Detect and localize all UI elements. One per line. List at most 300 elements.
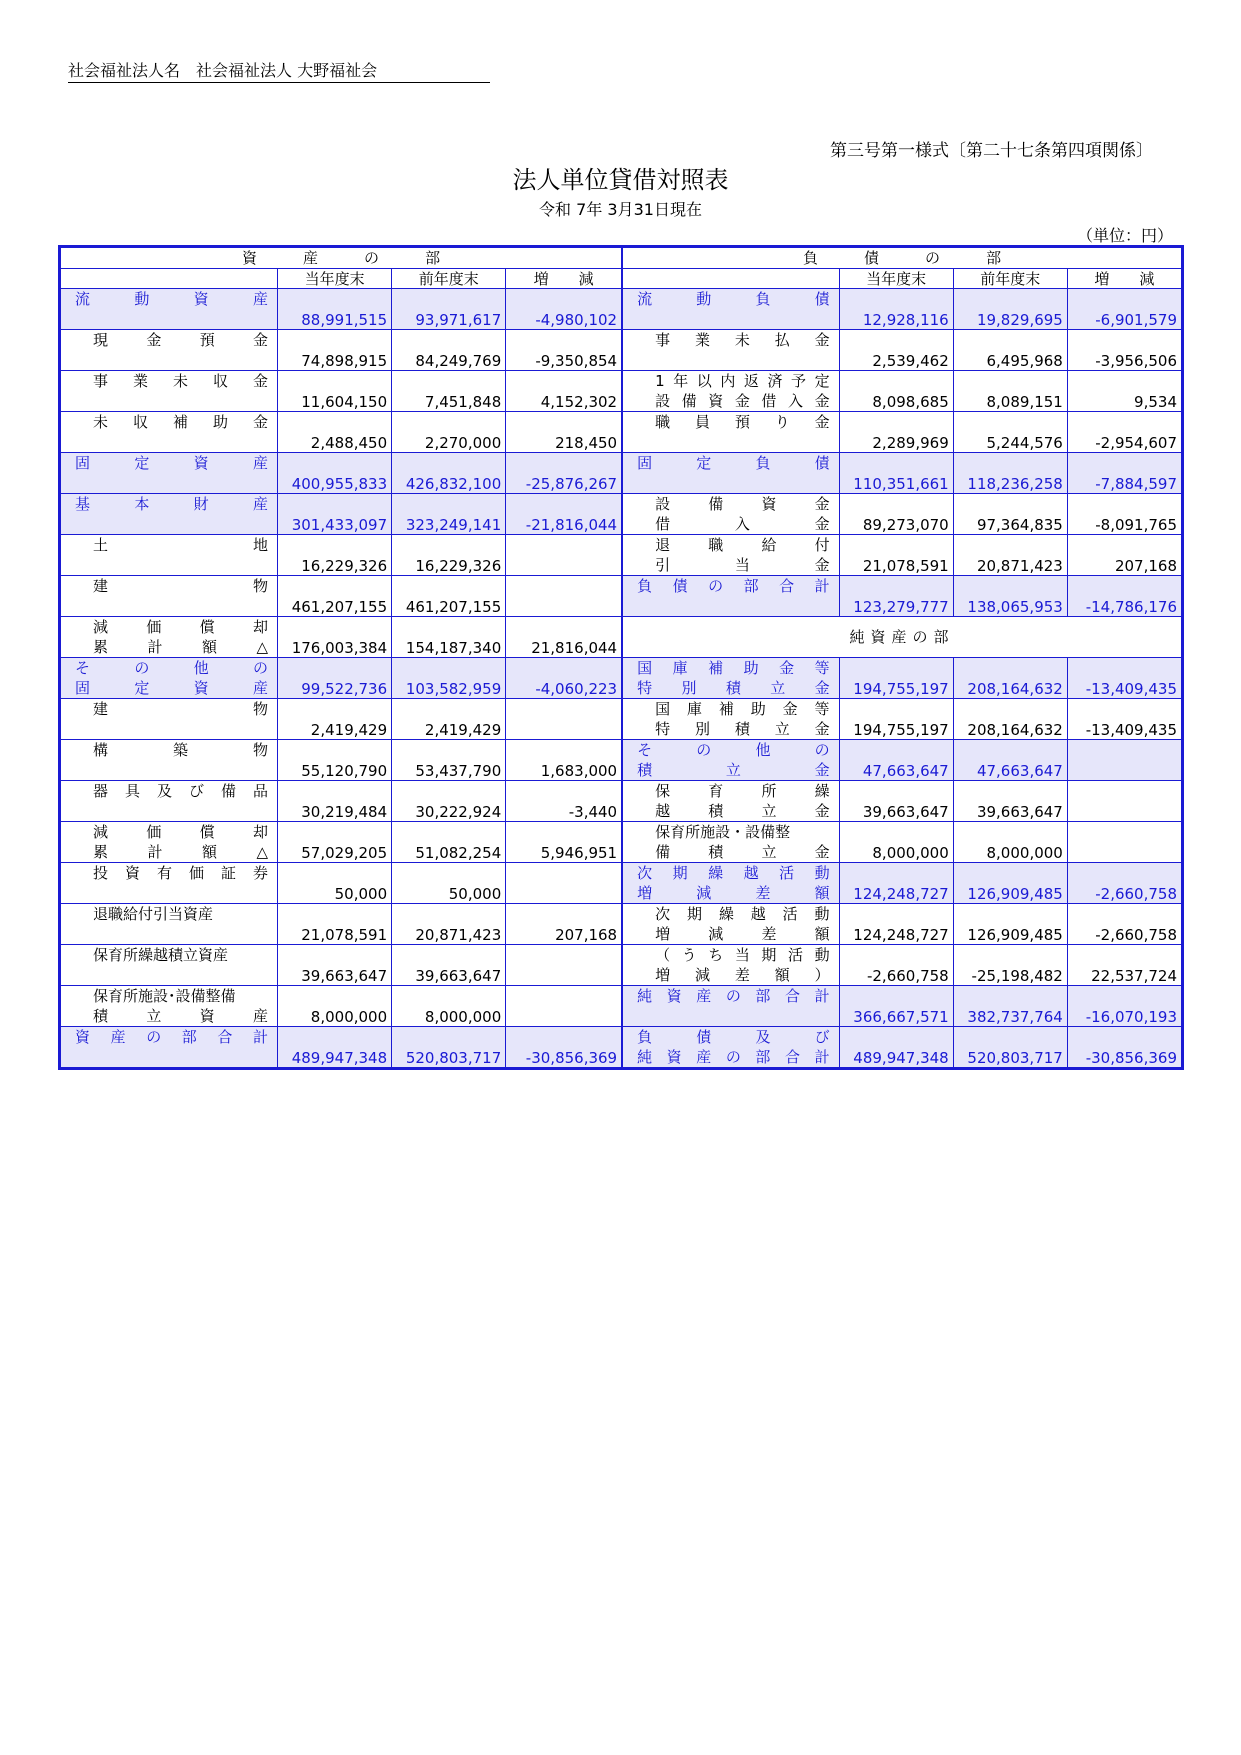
liability-previous-value: 97,364,835 <box>953 494 1067 535</box>
liability-item-label <box>622 453 839 494</box>
label-char: 活 <box>782 905 798 923</box>
liability-label-line <box>623 371 839 391</box>
label-char: 債 <box>672 577 688 595</box>
label-char: 却 <box>252 618 268 636</box>
asset-change-value: -3,440 <box>506 781 622 822</box>
label-char: 券 <box>253 864 269 882</box>
asset-item-label <box>61 494 278 535</box>
label-char: 債 <box>814 290 830 308</box>
label-char: 却 <box>252 823 268 841</box>
asset-label-box <box>61 740 277 780</box>
asset-current-value: 8,000,000 <box>278 986 392 1027</box>
balance-sheet-table <box>60 247 1182 1068</box>
label-char: 物 <box>253 700 269 718</box>
asset-label-line <box>61 986 277 1006</box>
label-char: 他 <box>755 741 771 759</box>
label-char: 越 <box>750 905 766 923</box>
label-char: 入 <box>787 392 803 410</box>
label-char: ち <box>708 946 724 964</box>
table-row <box>61 289 1182 330</box>
asset-change-value: -4,980,102 <box>506 289 622 330</box>
asset-label-line <box>61 289 277 309</box>
label-char: 差 <box>755 884 771 902</box>
asset-item-label <box>61 1027 278 1068</box>
asset-change-value: -9,350,854 <box>506 330 622 371</box>
table-row <box>61 1027 1182 1068</box>
asset-item-label <box>61 535 278 576</box>
liability-label-box <box>623 412 839 452</box>
asset-current-value: 30,219,484 <box>278 781 392 822</box>
liability-previous-value: 5,244,576 <box>953 412 1067 453</box>
liability-current-value: 2,289,969 <box>839 412 953 453</box>
asset-current-value: 11,604,150 <box>278 371 392 412</box>
label-char: 金 <box>253 413 269 431</box>
liability-label-box <box>623 986 839 1026</box>
asset-label-box <box>61 658 277 698</box>
label-char: び <box>814 1028 830 1046</box>
label-char: 産 <box>696 987 712 1005</box>
asset-change-value <box>506 863 622 904</box>
asset-current-value: 50,000 <box>278 863 392 904</box>
asset-label-box <box>61 904 277 944</box>
liability-change-value: 22,537,724 <box>1067 945 1181 986</box>
label-char: 期 <box>672 864 688 882</box>
label-char: 減 <box>93 823 109 841</box>
label-char: 資 <box>75 1028 91 1046</box>
label-char: 別 <box>681 679 697 697</box>
liability-label-box <box>623 535 839 575</box>
asset-previous-value: 8,000,000 <box>392 986 506 1027</box>
asset-item-label <box>61 576 278 617</box>
label-char: 物 <box>253 741 269 759</box>
label-char: 金 <box>814 679 830 697</box>
liability-label-line <box>623 719 839 739</box>
label-char: 資 <box>193 679 209 697</box>
liability-previous-value: 208,164,632 <box>953 658 1067 699</box>
label-char: 固 <box>637 454 653 472</box>
asset-item-label <box>61 699 278 740</box>
label-char: 済 <box>767 372 783 390</box>
liability-label-line <box>623 494 839 514</box>
asset-previous-value: 50,000 <box>392 863 506 904</box>
liability-change-value: -13,409,435 <box>1067 699 1181 740</box>
label-char: 職 <box>655 413 671 431</box>
asset-previous-value: 323,249,141 <box>392 494 506 535</box>
liability-item-label <box>622 658 839 699</box>
label-char: 収 <box>213 372 229 390</box>
label-char: 保 <box>655 782 671 800</box>
liability-label-box <box>623 330 839 370</box>
asset-label-box <box>61 412 277 452</box>
label-char: 価 <box>146 823 162 841</box>
table-body <box>61 248 1182 1068</box>
asset-previous-value: 16,229,326 <box>392 535 506 576</box>
label-char: 引 <box>655 556 671 574</box>
label-char: 合 <box>784 987 800 1005</box>
label-char: 土 <box>93 536 109 554</box>
asset-item-label <box>61 371 278 412</box>
label-char: 品 <box>253 782 269 800</box>
label-char: 資 <box>125 864 141 882</box>
asset-previous-value: 2,270,000 <box>392 412 506 453</box>
asset-item-label <box>61 617 278 658</box>
document-date: 令和 7年 3月31日現在 <box>539 200 702 219</box>
asset-item-label <box>61 863 278 904</box>
asset-label-box <box>61 699 277 739</box>
asset-label-box <box>61 945 277 985</box>
liabilities-label-header <box>622 269 839 289</box>
label-char: 金 <box>782 700 798 718</box>
label-char: 積 <box>637 761 653 779</box>
label-char: 額 <box>774 966 790 984</box>
asset-label-line <box>61 740 277 760</box>
label-char: 産 <box>252 679 268 697</box>
liability-label-line <box>623 945 839 965</box>
label-char: 助 <box>743 659 759 677</box>
label-char: 計 <box>252 1028 268 1046</box>
liability-label-line <box>623 760 839 780</box>
corporation-name-field <box>68 58 490 83</box>
table-row <box>61 658 1182 699</box>
label-char: 資 <box>666 1048 682 1066</box>
label-char: 補 <box>718 700 734 718</box>
liability-previous-value: 520,803,717 <box>953 1027 1067 1068</box>
liability-previous-value: 208,164,632 <box>953 699 1067 740</box>
asset-label-box <box>61 863 277 903</box>
liability-label-line <box>623 781 839 801</box>
liability-previous-value: 118,236,258 <box>953 453 1067 494</box>
liability-item-label <box>622 986 839 1027</box>
label-char: 資 <box>193 454 209 472</box>
label-char: 固 <box>75 679 91 697</box>
asset-previous-value: 461,207,155 <box>392 576 506 617</box>
label-char: 額 <box>814 925 830 943</box>
asset-item-label <box>61 453 278 494</box>
label-char: 設 <box>655 495 671 513</box>
liability-item-label <box>622 289 839 330</box>
liability-label-box <box>623 863 839 903</box>
label-char: 給 <box>761 536 777 554</box>
asset-previous-value: 93,971,617 <box>392 289 506 330</box>
label-char: 退 <box>655 536 671 554</box>
liability-label-line <box>623 822 839 842</box>
table-row <box>61 822 1182 863</box>
label-char: 次 <box>655 905 671 923</box>
label-char: 合 <box>779 577 795 595</box>
label-char: 立 <box>774 720 790 738</box>
label-char: 国 <box>637 659 653 677</box>
section-char: 資 <box>242 249 258 267</box>
asset-label-box <box>61 986 277 1026</box>
label-char: 活 <box>787 946 803 964</box>
table-row <box>61 535 1182 576</box>
liability-label-box <box>623 658 839 698</box>
label-char: 育 <box>708 782 724 800</box>
liability-label-line <box>623 842 839 862</box>
label-char: 動 <box>814 864 830 882</box>
label-char: 計 <box>814 987 830 1005</box>
label-char: 積 <box>734 720 750 738</box>
asset-current-value: 57,029,205 <box>278 822 392 863</box>
liability-change-value: 207,168 <box>1067 535 1181 576</box>
asset-label-box <box>61 617 277 657</box>
label-char: 金 <box>814 843 830 861</box>
asset-change-value <box>506 576 622 617</box>
assets-current-header: 当年度末 <box>278 269 392 289</box>
label-char: 部 <box>743 577 759 595</box>
label-char: 業 <box>133 372 149 390</box>
liability-label-box <box>623 699 839 739</box>
label-char: 預 <box>199 331 215 349</box>
liability-label-line <box>623 904 839 924</box>
section-char: の <box>364 249 380 267</box>
label-char: 保育所繰越積立資産 <box>93 946 229 964</box>
label-char: 当 <box>734 946 750 964</box>
label-char: （ <box>655 946 671 964</box>
liability-previous-value: 47,663,647 <box>953 740 1067 781</box>
label-char: 助 <box>213 413 229 431</box>
asset-current-value: 301,433,097 <box>278 494 392 535</box>
label-char: 金 <box>814 413 830 431</box>
liability-label-line <box>623 801 839 821</box>
label-char: 差 <box>761 925 777 943</box>
label-char: の <box>708 577 724 595</box>
liability-item-label <box>622 822 839 863</box>
liability-current-value: 21,078,591 <box>839 535 953 576</box>
asset-previous-value: 520,803,717 <box>392 1027 506 1068</box>
corporation-name: 社会福祉法人 大野福祉会 <box>196 61 378 80</box>
label-char: 資 <box>761 495 777 513</box>
table-row <box>61 863 1182 904</box>
label-char: 定 <box>134 679 150 697</box>
label-char: 金 <box>814 720 830 738</box>
label-char: 財 <box>193 495 209 513</box>
label-char: 金 <box>253 372 269 390</box>
label-char: り <box>774 413 790 431</box>
label-char: 価 <box>146 618 162 636</box>
liability-label-box <box>623 740 839 780</box>
asset-label-line <box>61 699 277 719</box>
liability-change-value: -13,409,435 <box>1067 658 1181 699</box>
table-row <box>61 371 1182 412</box>
liability-previous-value: 8,089,151 <box>953 371 1067 412</box>
table-row <box>61 740 1182 781</box>
asset-label-line <box>61 822 277 842</box>
label-char: 負 <box>637 577 653 595</box>
label-char: 設 <box>655 392 671 410</box>
label-char: 定 <box>696 454 712 472</box>
label-char: 金 <box>814 802 830 820</box>
label-char: 増 <box>655 925 671 943</box>
liability-label-line <box>623 863 839 883</box>
liability-current-value: 124,248,727 <box>839 863 953 904</box>
liability-change-value <box>1067 822 1181 863</box>
liability-label-line <box>623 740 839 760</box>
asset-change-value: 5,946,951 <box>506 822 622 863</box>
asset-current-value: 461,207,155 <box>278 576 392 617</box>
label-char: 立 <box>761 843 777 861</box>
label-char: 金 <box>252 331 268 349</box>
liability-label-line <box>623 986 839 1006</box>
label-char: 資 <box>708 392 724 410</box>
asset-change-value: -21,816,044 <box>506 494 622 535</box>
liability-label-line <box>623 453 839 473</box>
label-char: 金 <box>814 392 830 410</box>
asset-current-value: 55,120,790 <box>278 740 392 781</box>
asset-item-label <box>61 781 278 822</box>
liability-current-value: 47,663,647 <box>839 740 953 781</box>
label-char: 合 <box>784 1048 800 1066</box>
label-char: 有 <box>157 864 173 882</box>
label-char: 借 <box>655 515 671 533</box>
liability-previous-value: 126,909,485 <box>953 904 1067 945</box>
label-char: 金 <box>146 331 162 349</box>
label-char: 減 <box>708 925 724 943</box>
asset-previous-value: 30,222,924 <box>392 781 506 822</box>
asset-current-value: 2,419,429 <box>278 699 392 740</box>
liability-current-value: 110,351,661 <box>839 453 953 494</box>
label-char: 業 <box>694 331 710 349</box>
liability-change-value: -2,954,607 <box>1067 412 1181 453</box>
label-char: 増 <box>655 966 671 984</box>
label-char: ） <box>814 966 830 984</box>
label-char: 流 <box>75 290 91 308</box>
label-char: 金 <box>814 556 830 574</box>
label-char: 払 <box>774 331 790 349</box>
label-char: 証 <box>221 864 237 882</box>
label-char: 差 <box>734 966 750 984</box>
liability-item-label <box>622 863 839 904</box>
label-char: 産 <box>252 290 268 308</box>
assets-change-header: 増 減 <box>506 269 622 289</box>
asset-item-label <box>61 740 278 781</box>
net-assets-section-header: 純資産の部 <box>622 617 1181 658</box>
label-char: 建 <box>93 700 109 718</box>
liability-label-line <box>623 555 839 575</box>
label-char: 未 <box>93 413 109 431</box>
liability-label-line <box>623 965 839 985</box>
liabilities-current-header: 当年度末 <box>839 269 953 289</box>
label-char: び <box>189 782 205 800</box>
liability-current-value: 8,098,685 <box>839 371 953 412</box>
label-char: 員 <box>694 413 710 431</box>
label-char: 累 <box>93 843 109 861</box>
label-char: 年 <box>673 372 689 390</box>
asset-label-line <box>61 781 277 801</box>
liability-current-value: -2,660,758 <box>839 945 953 986</box>
label-char: 流 <box>637 290 653 308</box>
liability-current-value: 8,000,000 <box>839 822 953 863</box>
label-char: 次 <box>637 864 653 882</box>
label-char: △ <box>256 638 268 656</box>
asset-item-label <box>61 904 278 945</box>
asset-label-line <box>61 1006 277 1026</box>
asset-previous-value: 7,451,848 <box>392 371 506 412</box>
label-char: 立 <box>770 679 786 697</box>
asset-change-value: -4,060,223 <box>506 658 622 699</box>
asset-label-box <box>61 371 277 411</box>
liability-previous-value: 19,829,695 <box>953 289 1067 330</box>
label-char: 職 <box>708 536 724 554</box>
asset-previous-value: 84,249,769 <box>392 330 506 371</box>
label-char: 負 <box>755 454 771 472</box>
label-char: 純 <box>637 1048 653 1066</box>
asset-label-line <box>61 904 277 924</box>
liability-current-value: 124,248,727 <box>839 904 953 945</box>
liability-change-value: -7,884,597 <box>1067 453 1181 494</box>
liability-previous-value: 39,663,647 <box>953 781 1067 822</box>
label-char: 保育所施設・設備整 <box>655 823 791 841</box>
liability-label-line <box>623 924 839 944</box>
liability-change-value: -14,786,176 <box>1067 576 1181 617</box>
label-char: 繰 <box>814 782 830 800</box>
asset-current-value: 21,078,591 <box>278 904 392 945</box>
label-char: 償 <box>199 618 215 636</box>
liability-label-line <box>623 514 839 534</box>
label-char: 器 <box>93 782 109 800</box>
label-char: 減 <box>93 618 109 636</box>
asset-item-label <box>61 986 278 1027</box>
table-row <box>61 617 1182 658</box>
label-char: 積 <box>708 843 724 861</box>
label-char: う <box>681 946 697 964</box>
liability-change-value <box>1067 740 1181 781</box>
unit-note: （単位：円） <box>1076 226 1173 245</box>
liability-current-value: 489,947,348 <box>839 1027 953 1068</box>
label-char: 備 <box>708 495 724 513</box>
section-char: 債 <box>864 249 880 267</box>
label-char: 未 <box>173 372 189 390</box>
liability-previous-value: 8,000,000 <box>953 822 1067 863</box>
liabilities-change-header: 増 減 <box>1067 269 1181 289</box>
liability-label-box <box>623 289 839 329</box>
asset-current-value: 88,991,515 <box>278 289 392 330</box>
asset-label-line <box>61 678 277 698</box>
asset-change-value: 218,450 <box>506 412 622 453</box>
section-char: の <box>925 249 941 267</box>
asset-label-box <box>61 494 277 534</box>
column-header-row <box>61 269 1182 289</box>
liability-item-label <box>622 494 839 535</box>
label-char: 他 <box>193 659 209 677</box>
label-char: 入 <box>734 515 750 533</box>
liability-item-label <box>622 371 839 412</box>
liability-label-line <box>623 535 839 555</box>
liability-label-box <box>623 904 839 944</box>
asset-current-value: 2,488,450 <box>278 412 392 453</box>
liability-label-box <box>623 494 839 534</box>
asset-current-value: 74,898,915 <box>278 330 392 371</box>
label-char: 別 <box>694 720 710 738</box>
liability-change-value: 9,534 <box>1067 371 1181 412</box>
label-char: 固 <box>75 454 91 472</box>
asset-change-value: -25,876,267 <box>506 453 622 494</box>
liability-label-line <box>623 883 839 903</box>
liability-label-line <box>623 1027 839 1047</box>
liability-current-value: 12,928,116 <box>839 289 953 330</box>
label-char: 減 <box>694 966 710 984</box>
liability-change-value: -6,901,579 <box>1067 289 1181 330</box>
asset-change-value: 21,816,044 <box>506 617 622 658</box>
asset-label-box <box>61 535 277 575</box>
label-char: 越 <box>743 864 759 882</box>
liability-previous-value: 6,495,968 <box>953 330 1067 371</box>
label-char: 産 <box>252 1007 268 1025</box>
asset-label-box <box>61 453 277 493</box>
liability-change-value: -8,091,765 <box>1067 494 1181 535</box>
asset-label-box <box>61 822 277 862</box>
asset-current-value: 400,955,833 <box>278 453 392 494</box>
